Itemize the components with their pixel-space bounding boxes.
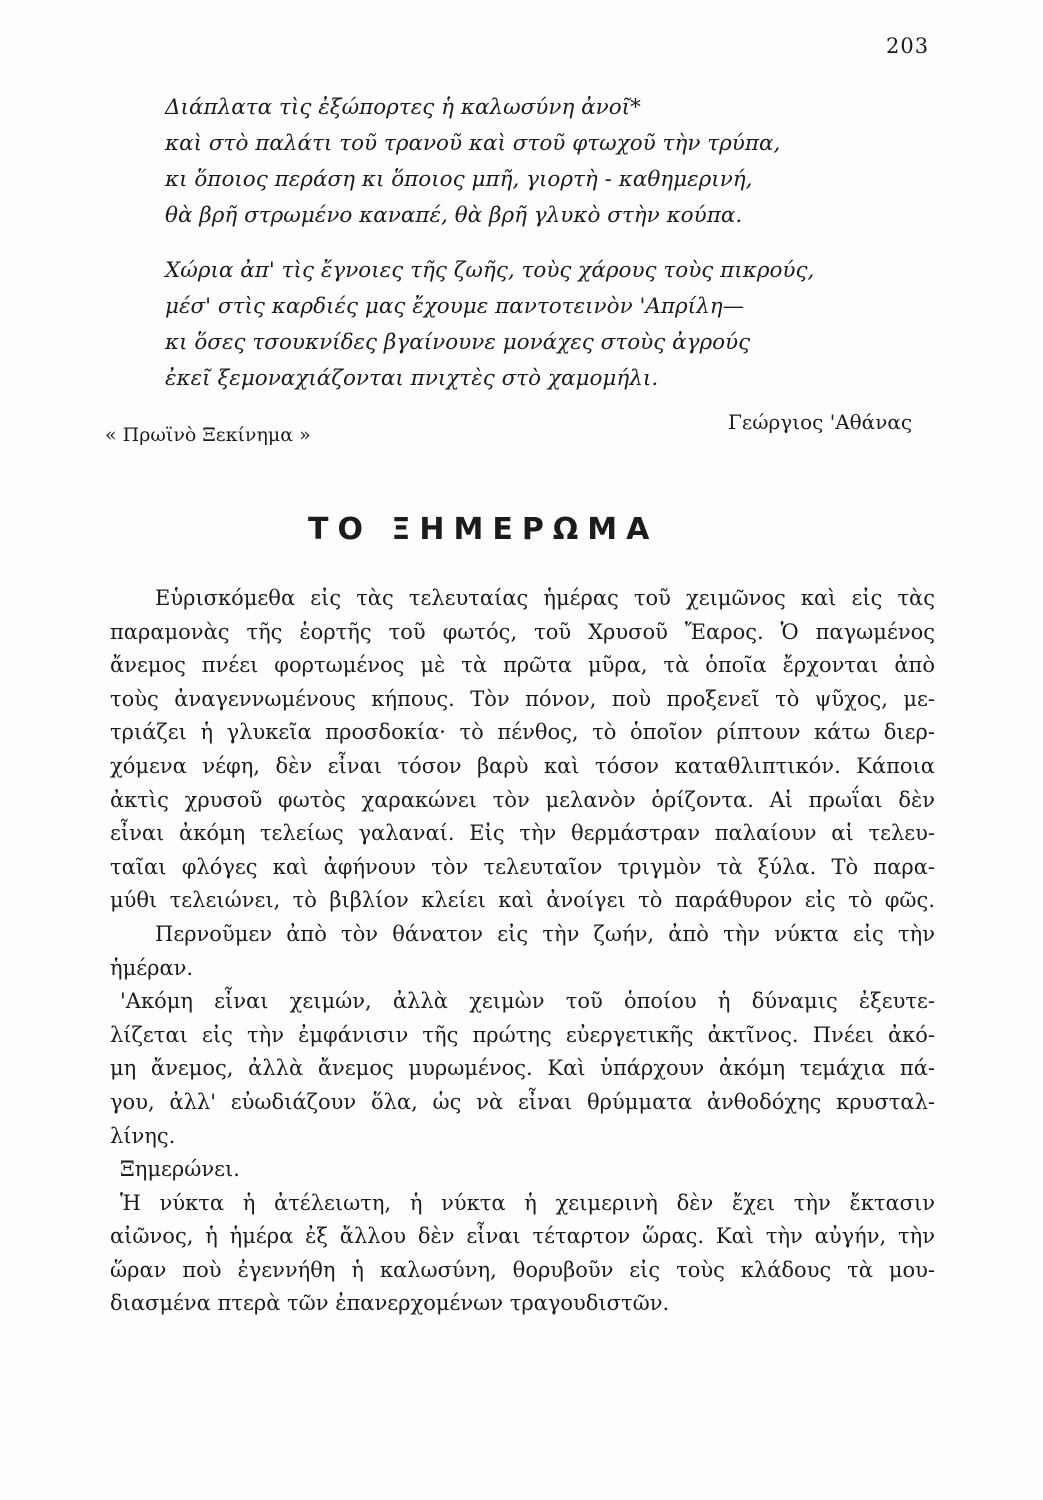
poem-line: Διάπλατα τὶς ἐξώπορτες ἡ καλωσύνη ἀνοῖ*	[165, 95, 641, 120]
poem-stanza-2	[165, 253, 945, 397]
text-line: τριάζει ἡ γλυκεῖα προσδοκία· τὸ πένθος, τὸ ὁποῖον ρίπτουν κάτω διερ-	[110, 720, 935, 745]
poem-author: Γεώργιος 'Αθάνας	[728, 410, 913, 434]
poem-line: κι ὅποιος περάση κι ὅποιος μπῆ, γιορτὴ - καθημερινή,	[165, 167, 753, 192]
text-line: 'Ακόμη εἶναι χειμών, ἀλλὰ χειμὼν τοῦ ὁποίου ἡ δύναμις ἐξευτε-	[120, 989, 935, 1014]
text-line: διασμένα πτερὰ τῶν ἐπανερχομένων τραγουδιστῶν.	[110, 1291, 670, 1316]
text-line: Εὑρισκόμεθα εἰς τὰς τελευταίας ἡμέρας τοῦ χειμῶνος καὶ εἰς τὰς	[155, 586, 935, 610]
text-line: ὥραν ποὺ ἐγεννήθη ἡ καλωσύνη, θορυβοῦν εἰς τοὺς κλάδους τὰ μου-	[110, 1257, 935, 1282]
poem-line: ἐκεῖ ξεμοναχιάζονται πνιχτὲς στὸ χαμομήλι.	[165, 366, 659, 391]
text-line: χόμενα νέφη, δὲν εἶναι τόσον βαρὺ καὶ τόσον καταθλιπτικόν. Κάποια	[110, 753, 935, 778]
text-line: αἰῶνος, ἡ ἡμέρα ἐξ ἄλλου δὲν εἶναι τέταρτον ὥρας. Καὶ τὴν αὐγήν, τὴν	[110, 1224, 935, 1249]
page-number: 203	[886, 34, 930, 58]
text-line: Ἡ νύκτα ἡ ἀτέλειωτη, ἡ νύκτα ἡ χειμερινὴ δὲν ἔχει τὴν ἔκτασιν	[120, 1190, 935, 1215]
text-line: ταῖαι φλόγες καὶ ἀφήνουν τὸν τελευταῖον τριγμὸν τὰ ξύλα. Τὸ παρα-	[110, 854, 935, 879]
text-line: μη ἄνεμος, ἀλλὰ ἄνεμος μυρωμένος. Καὶ ὑπάρχουν ἀκόμη τεμάχια πά-	[110, 1056, 935, 1081]
text-line: λίνης.	[110, 1123, 176, 1148]
text-line: παραμονὰς τῆς ἑορτῆς τοῦ φωτός, τοῦ Χρυσοῦ Ἔαρος. Ὁ παγωμένος	[110, 619, 935, 644]
text-line: γου, ἀλλ' εὐωδιάζουν ὅλα, ὡς νὰ εἶναι θρύμματα ἀνθοδόχης κρυσταλ-	[110, 1089, 935, 1114]
poem-line: καὶ στὸ παλάτι τοῦ τρανοῦ καὶ στοῦ φτωχοῦ τὴν τρύπα,	[165, 131, 781, 156]
text-line: μύθι τελειώνει, τὸ βιβλίον κλείει καὶ ἀνοίγει τὸ παράθυρον εἰς τὸ φῶς.	[110, 888, 935, 913]
text-line: λίζεται εἰς τὴν ἐμφάνισιν τῆς πρώτης εὐεργετικῆς ἀκτῖνος. Πνέει ἀκό-	[110, 1022, 935, 1047]
poem-source: « Πρωϊνὸ Ξεκίνημα »	[105, 424, 311, 446]
text-line: Ξημερώνει.	[120, 1157, 240, 1182]
text-line: εἶναι ἀκόμη τελείως γαλαναί. Εἰς τὴν θερμάστραν παλαίουν αἱ τελευ-	[110, 821, 935, 846]
text-line: Περνοῦμεν ἀπὸ τὸν θάνατον εἰς τὴν ζωήν, ἀπὸ τὴν νύκτα εἰς τὴν	[155, 921, 935, 946]
text-line: τοὺς ἀναγεννωμένους κήπους. Τὸν πόνον, ποὺ προξενεῖ τὸ ψῦχος, με-	[110, 686, 935, 711]
text-line: ἀκτὶς χρυσοῦ φωτὸς χαρακώνει τὸν μελανὸν ὁρίζοντα. Αἱ πρωΐαι δὲν	[110, 787, 935, 812]
poem-stanza-1	[165, 90, 945, 234]
text-line: ἡμέραν.	[110, 955, 194, 980]
poem-line: μέσ' στὶς καρδιές μας ἔχουμε παντοτεινὸν 'Απρίλη—	[165, 294, 745, 319]
poem-line: θὰ βρῆ στρωμένο καναπέ, θὰ βρῆ γλυκὸ στὴν κούπα.	[165, 203, 743, 228]
poem-line: κι ὅσες τσουκνίδες βγαίνουνε μονάχες στοὺς ἀγρούς	[165, 330, 751, 355]
section-title: ΤΟ ΞΗΜΕΡΩΜΑ	[308, 512, 659, 547]
article-body	[110, 582, 935, 1321]
poem-line: Χώρια ἀπ' τὶς ἔγνοιες τῆς ζωῆς, τοὺς χάρους τοὺς πικρούς,	[165, 258, 815, 283]
text-line: ἄνεμος πνέει φορτωμένος μὲ τὰ πρῶτα μῦρα, τὰ ὁποῖα ἔρχονται ἀπὸ	[110, 653, 935, 678]
